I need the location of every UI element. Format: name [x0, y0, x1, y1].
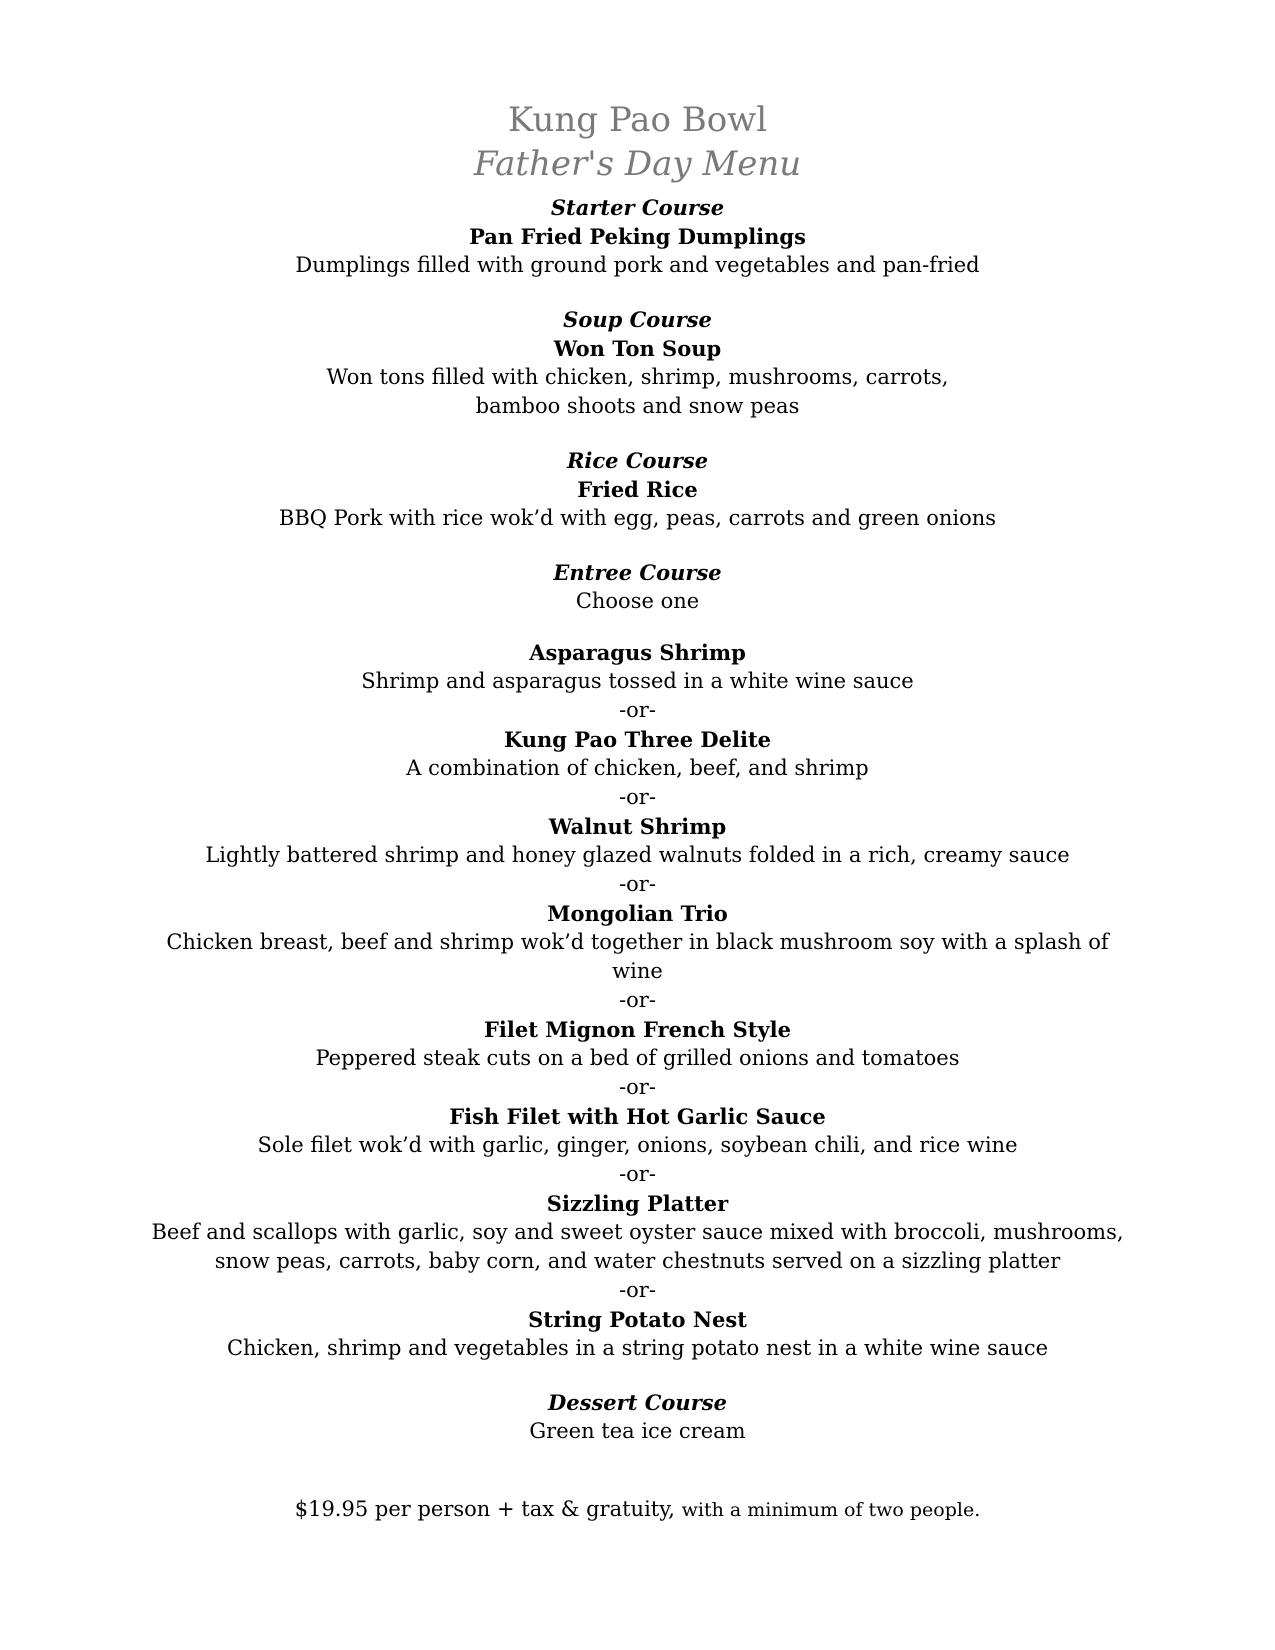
or-separator: -or- — [619, 698, 656, 722]
starter-dish-description: Dumplings filled with ground pork and vegetables and pan-fried — [295, 253, 980, 277]
rice-dish-name: Fried Rice — [577, 477, 698, 502]
menu-content — [100, 193, 1175, 1446]
entree-option-name: Asparagus Shrimp — [529, 640, 746, 665]
restaurant-name: Kung Pao Bowl — [507, 100, 768, 140]
entree-option-description: Shrimp and asparagus tossed in a white wine sauce — [361, 669, 914, 693]
or-separator: -or- — [619, 1278, 656, 1302]
entree-option-description: Peppered steak cuts on a bed of grilled onions and tomatoes — [315, 1046, 960, 1070]
entree-option-name: Kung Pao Three Delite — [503, 727, 772, 752]
entree-option-name: Sizzling Platter — [546, 1191, 729, 1216]
entree-option-description: Chicken, shrimp and vegetables in a string potato nest in a white wine sauce — [226, 1336, 1049, 1360]
menu-header — [0, 98, 1275, 186]
or-separator: -or- — [619, 988, 656, 1012]
starter-course-label: Starter Course — [550, 195, 725, 220]
or-separator: -or- — [619, 1162, 656, 1186]
entree-option-name: Fish Filet with Hot Garlic Sauce — [449, 1104, 826, 1129]
entree-course-label: Entree Course — [553, 560, 722, 585]
entree-option-description: Beef and scallops with garlic, soy and sweet oyster sauce mixed with broccoli, mushrooms, — [151, 1220, 1124, 1244]
price-text: $19.95 per person + tax & gratuity, — [294, 1497, 675, 1521]
starter-dish-name: Pan Fried Peking Dumplings — [469, 224, 806, 249]
entree-option-name: Walnut Shrimp — [548, 814, 727, 839]
entree-option-description-cont: snow peas, carrots, baby corn, and water chestnuts served on a sizzling platter — [214, 1249, 1061, 1273]
or-separator: -or- — [619, 785, 656, 809]
entree-option-description-cont: wine — [612, 959, 663, 983]
section-spacer — [100, 421, 1175, 446]
pricing-line — [0, 1495, 1275, 1525]
dessert-description: Green tea ice cream — [529, 1419, 746, 1443]
minimum-note: with a minimum of two people. — [681, 1499, 981, 1521]
section-spacer — [100, 1363, 1175, 1388]
soup-course-label: Soup Course — [563, 307, 712, 332]
rice-dish-description: BBQ Pork with rice wok’d with egg, peas, carrots and green onions — [278, 506, 997, 530]
soup-dish-description-cont: bamboo shoots and snow peas — [475, 394, 800, 418]
entree-instruction: Choose one — [575, 589, 700, 613]
entree-option-description: Sole filet wok’d with garlic, ginger, onions, soybean chili, and rice wine — [257, 1133, 1018, 1157]
section-spacer — [100, 280, 1175, 305]
entree-option-name: String Potato Nest — [528, 1307, 747, 1332]
rice-course-label: Rice Course — [566, 448, 709, 473]
entree-option-description: Chicken breast, beef and shrimp wok’d together in black mushroom soy with a splash of — [166, 930, 1109, 954]
or-separator: -or- — [619, 1075, 656, 1099]
menu-title: Father's Day Menu — [473, 144, 802, 184]
entree-option-name: Filet Mignon French Style — [483, 1017, 791, 1042]
section-spacer — [100, 533, 1175, 558]
dessert-course-label: Dessert Course — [548, 1390, 727, 1415]
or-separator: -or- — [619, 872, 656, 896]
entree-option-description: A combination of chicken, beef, and shrimp — [406, 756, 869, 780]
entree-option-description: Lightly battered shrimp and honey glazed walnuts folded in a rich, creamy sauce — [205, 843, 1070, 867]
soup-dish-name: Won Ton Soup — [553, 336, 722, 361]
section-spacer — [100, 616, 1175, 638]
entree-option-name: Mongolian Trio — [547, 901, 728, 926]
soup-dish-description: Won tons filled with chicken, shrimp, mushrooms, carrots, — [326, 365, 949, 389]
